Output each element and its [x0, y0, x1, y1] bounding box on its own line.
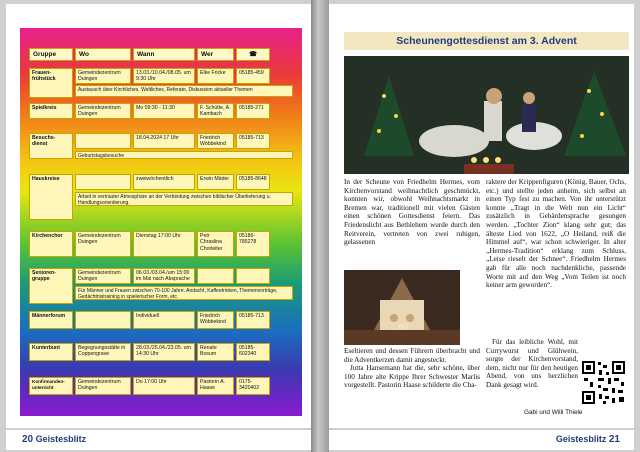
photo-nativity-scene: [344, 270, 460, 345]
article-col1-top: In der Scheune von Friedhelm Hermes, vom Kirchenvorstand weihnachtlich geschmückt, konnten wir, obwohl Weihnachtsmarkt in Bremen war, traditionell mit vielen Gästen einen schönen Gottesdienst feiern. Das Friedenslicht aus Bethlehem wurde durch den Reitverein, vertreten von zwei ruhigen, gelassenen: [344, 178, 480, 247]
when-cell: 28.03./25.04./23.05. um 14:30 Uhr: [133, 343, 195, 361]
left-page: [6, 4, 311, 428]
row-note: Für Männer und Frauen zwischen 70-100 Jahre. Andacht, Kaffeetrinken, Themenvorträge, Gedächtnistraining in spielerischer Form, etc.: [75, 286, 293, 300]
group-cell: Spielkreis: [29, 103, 73, 119]
who-cell: Elke Fricke: [197, 68, 234, 84]
paragraph: Jutta Hansemann hat die, sehr schöne, über 100 Jahre alte Krippe Ihrer Schwester Marlis vorgestellt. Pastorin Haase schilderte die Cha-: [344, 364, 480, 390]
table-row: [29, 103, 293, 119]
paragraph: Eseltieren und dessen Führern überbracht und die Adventkerzen damit angesteckt.: [344, 347, 480, 364]
where-cell: Gemeindezentrum Duingen: [75, 268, 131, 284]
where-cell: Begegnungsstätte in Coppengrave: [75, 343, 131, 361]
row-note: Austausch über Kirchliches, Weltliches, Referate, Diskussion aktueller Themen: [75, 85, 293, 97]
article-col2: [486, 178, 626, 290]
phone-cell: 05185-8648: [236, 174, 270, 190]
when-cell: zweiwöchentlich: [133, 174, 195, 190]
right-footer: [329, 430, 634, 450]
group-cell: Besuchs-dienst: [29, 133, 73, 159]
qr-code-icon: [581, 360, 626, 405]
photo-barn-service: [344, 56, 629, 174]
right-page-number: 21: [608, 434, 620, 445]
photo-illustration: [344, 56, 629, 174]
where-cell: [75, 133, 131, 149]
group-cell: Hauskreise: [29, 174, 73, 220]
rainbow-background: [20, 28, 302, 416]
nativity-illustration: [344, 270, 460, 345]
paragraph: raktere der Krippenfiguren (König, Bauer, Ochs, etc.) und stellte jeden anheim, sich selbst an einen Typ fest zu machen. Von ihr unterstützt konnte „Tragt in die Welt nun ein Licht“ zusätzlich in Gebärdensprache gesungen werden. „Tochter Zion“ klang sehr gut; das älteste Lied von 1622, „O Heiland, reiß die Himmel auf“, war schon schwieriger. In alter „Hermes-Tradition“ erklang zum Schluss, „Leise rieselt der Schnee“. Friedhelm Hermes gab für alle noch nachdenkliche, passende Worte mit auf den Weg „Vom Teilen ist noch keiner arm geworden“.: [486, 178, 626, 290]
when-cell: 13.03./10.04./08.05. um 9:30 Uhr: [133, 68, 195, 84]
when-cell: Dienstag 17:00 Uhr: [133, 231, 195, 257]
right-magazine-name: Geistesblitz: [555, 434, 607, 444]
right-page: [329, 4, 634, 428]
signature: Gabi und Willi Thiele: [524, 409, 583, 416]
left-footer-text: [22, 434, 86, 445]
table-row: [29, 231, 293, 257]
header-who: Wer: [197, 48, 234, 61]
who-cell: [197, 268, 234, 284]
phone-cell: 05186-785278: [236, 231, 270, 257]
header-group: Gruppe: [29, 48, 73, 61]
phone-cell: 05185-602340: [236, 343, 270, 361]
phone-cell: 05185-713: [236, 311, 270, 329]
who-cell: Renate Bosum: [197, 343, 234, 361]
group-cell: Konfirmanden-unterricht: [29, 377, 73, 395]
table-header: [29, 48, 293, 61]
row-note: Arbeit in vertrauter Atmosphäre an der Verbindung zwischen biblischer Überlieferung u. Handlungsorientierung.: [75, 192, 293, 206]
where-cell: Gemeindezentrum Duingen: [75, 103, 131, 119]
when-cell: 06.03./03.04./um 15:00 im Mai nach Absprache: [133, 268, 195, 284]
book-gutter: [311, 0, 329, 452]
phone-cell: 05185-271: [236, 103, 270, 119]
group-cell: Frauen-frühstück: [29, 68, 73, 98]
header-when: Wann: [133, 48, 195, 61]
who-cell: Petr Chraslina Chorleiter: [197, 231, 234, 257]
who-cell: F. Schütte, A. Kambach: [197, 103, 234, 119]
where-cell: Gemeindezentrum Duingen: [75, 231, 131, 257]
group-cell: Männerforum: [29, 311, 73, 329]
who-cell: Friedrich Wöbbekind: [197, 311, 234, 329]
phone-cell: 05185-459: [236, 68, 270, 84]
left-footer: [6, 430, 311, 450]
qr-code-graphic: [581, 360, 626, 405]
phone-cell: 0175-3420402: [236, 377, 270, 395]
phone-icon: ☎: [236, 48, 270, 61]
left-magazine-name: Geistesblitz: [35, 434, 87, 444]
who-cell: Erwin Mäder: [197, 174, 234, 190]
paragraph: Für das leibliche Wohl, mit Currywurst und Glühwein, sorgte der Kirchenvorstand, dem, nicht nur für den heutigen Abend, von uns herzlichen Dank gesagt wird.: [486, 338, 578, 389]
group-cell: Kirchenchor: [29, 231, 73, 257]
who-cell: Friedrich Wöbbekind: [197, 133, 234, 149]
when-cell: Individuell: [133, 311, 195, 329]
phone-cell: [236, 268, 270, 284]
row-note: Geburtstagsbesuche: [75, 151, 293, 159]
table-row: [29, 343, 293, 361]
phone-cell: 05185-713: [236, 133, 270, 149]
header-where: Wo: [75, 48, 131, 61]
when-cell: 18.04.2024 17 Uhr: [133, 133, 195, 149]
who-cell: Pastorin A. Haase: [197, 377, 234, 395]
table-row: [29, 311, 293, 329]
left-page-number: 20: [22, 434, 34, 445]
where-cell: Gemeindezentrum Duingen: [75, 68, 131, 84]
when-cell: Do 17:00 Uhr: [133, 377, 195, 395]
group-cell: Senioren-gruppe: [29, 268, 73, 304]
when-cell: Mo 09:30 - 11:30: [133, 103, 195, 119]
group-cell: Kunterbunt: [29, 343, 73, 361]
where-cell: Gemeindezentrum Duingen: [75, 377, 131, 395]
where-cell: [75, 174, 131, 190]
article-title: Scheunengottesdienst am 3. Advent: [344, 32, 629, 50]
article-col1-bottom: [344, 347, 480, 390]
where-cell: [75, 311, 131, 329]
right-footer-text: [556, 434, 620, 445]
article-col2-end: [486, 338, 578, 390]
table-row: [29, 377, 293, 395]
